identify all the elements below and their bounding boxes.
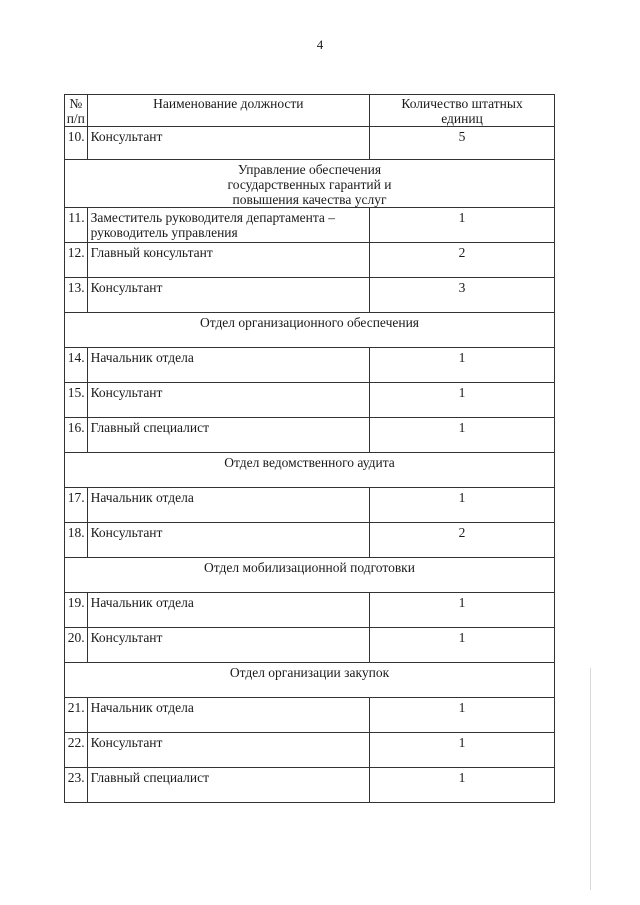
table-header-row [65, 95, 555, 127]
table-row [65, 768, 555, 803]
staff-count: 1 [370, 733, 555, 768]
position-name: Начальник отдела [87, 488, 369, 523]
table-row [65, 593, 555, 628]
header-name: Наименование должности [87, 95, 369, 127]
row-number: 15. [65, 383, 88, 418]
position-name: Консультант [87, 733, 369, 768]
table-row [65, 348, 555, 383]
staff-count: 1 [370, 768, 555, 803]
table-row [65, 488, 555, 523]
table-row [65, 278, 555, 313]
row-number: 11. [65, 208, 88, 243]
staff-count: 1 [370, 348, 555, 383]
position-name: Главный консультант [87, 243, 369, 278]
table-row [65, 243, 555, 278]
section-title: Управление обеспечения государственных гарантий и повышения качества услуг [65, 160, 555, 208]
position-name: Начальник отдела [87, 593, 369, 628]
position-name: Консультант [87, 523, 369, 558]
position-name: Консультант [87, 278, 369, 313]
section-row [65, 558, 555, 593]
table-row [65, 698, 555, 733]
section-row [65, 160, 555, 208]
row-number: 12. [65, 243, 88, 278]
position-name: Главный специалист [87, 418, 369, 453]
staff-count: 1 [370, 593, 555, 628]
staff-count: 1 [370, 418, 555, 453]
row-number: 20. [65, 628, 88, 663]
staff-count: 1 [370, 628, 555, 663]
header-count: Количество штатных единиц [370, 95, 555, 127]
row-number: 21. [65, 698, 88, 733]
position-name: Консультант [87, 127, 369, 160]
scan-edge-line [590, 668, 591, 890]
row-number: 14. [65, 348, 88, 383]
table-row [65, 208, 555, 243]
section-title: Отдел организационного обеспечения [65, 313, 555, 348]
row-number: 19. [65, 593, 88, 628]
position-name: Заместитель руководителя департамента – руководитель управления [87, 208, 369, 243]
table-row [65, 127, 555, 160]
staff-count: 5 [370, 127, 555, 160]
row-number: 23. [65, 768, 88, 803]
staff-count: 2 [370, 523, 555, 558]
row-number: 13. [65, 278, 88, 313]
row-number: 22. [65, 733, 88, 768]
staff-count: 1 [370, 488, 555, 523]
staff-count: 1 [370, 208, 555, 243]
page-number: 4 [316, 37, 324, 52]
header-num: № п/п [65, 95, 88, 127]
position-name: Главный специалист [87, 768, 369, 803]
row-number: 18. [65, 523, 88, 558]
staff-table [64, 94, 555, 803]
row-number: 16. [65, 418, 88, 453]
section-row [65, 313, 555, 348]
section-row [65, 453, 555, 488]
row-number: 10. [65, 127, 88, 160]
table-body [65, 127, 555, 803]
section-title: Отдел мобилизационной подготовки [65, 558, 555, 593]
staff-count: 1 [370, 383, 555, 418]
position-name: Консультант [87, 383, 369, 418]
row-number: 17. [65, 488, 88, 523]
staff-count: 1 [370, 698, 555, 733]
position-name: Консультант [87, 628, 369, 663]
section-title: Отдел ведомственного аудита [65, 453, 555, 488]
table-row [65, 628, 555, 663]
position-name: Начальник отдела [87, 348, 369, 383]
table-row [65, 523, 555, 558]
table-row [65, 418, 555, 453]
staff-count: 3 [370, 278, 555, 313]
table-row [65, 383, 555, 418]
table-row [65, 733, 555, 768]
section-row [65, 663, 555, 698]
position-name: Начальник отдела [87, 698, 369, 733]
section-title: Отдел организации закупок [65, 663, 555, 698]
staff-count: 2 [370, 243, 555, 278]
